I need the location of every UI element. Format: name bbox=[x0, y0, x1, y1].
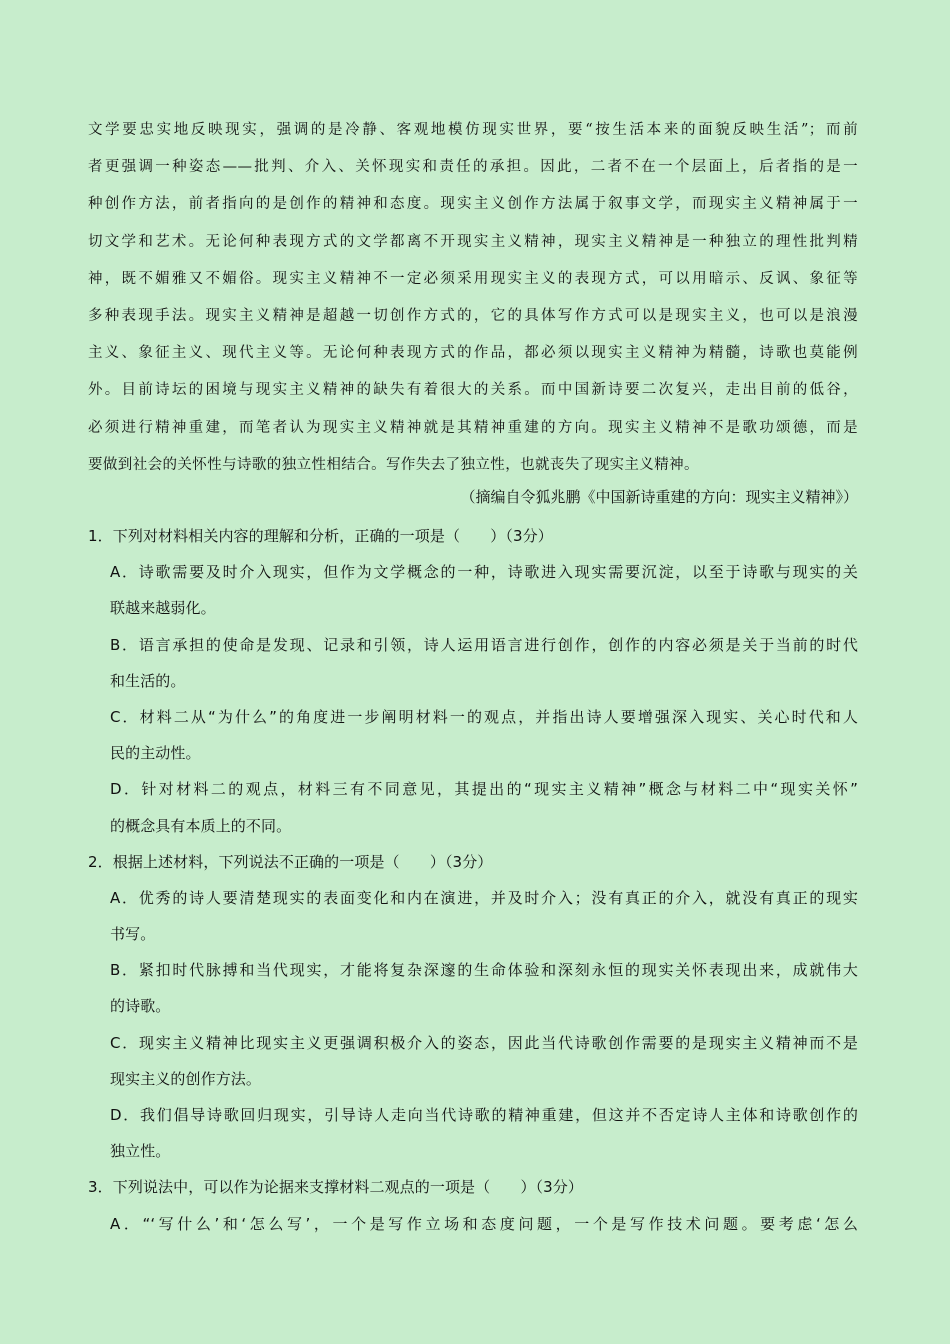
passage-line: 必须进行精神重建，而笔者认为现实主义精神就是其精神重建的方向。现实主义精神不是歌功颂德，而是 bbox=[88, 419, 858, 436]
question-option-continuation: 独立性。 bbox=[110, 1142, 171, 1161]
question-option-continuation: 和生活的。 bbox=[110, 671, 186, 690]
question-option: A．“‘写什么’和‘怎么写’，一个是写作立场和态度问题，一个是写作技术问题。要考虑‘怎么 bbox=[110, 1214, 858, 1233]
question-option: C．现实主义精神比现实主义更强调积极介入的姿态，因此当代诗歌创作需要的是现实主义精神而不是 bbox=[110, 1033, 858, 1052]
question-option: B．语言承担的使命是发现、记录和引领，诗人运用语言进行创作，创作的内容必须是关于当前的时代 bbox=[110, 635, 858, 654]
passage-line: 主义、象征主义、现代主义等。无论何种表现方式的作品，都必须以现实主义精神为精髓，诗歌也莫能例 bbox=[88, 345, 858, 362]
question-option: A．优秀的诗人要清楚现实的表面变化和内在演进，并及时介入；没有真正的介入，就没有真正的现实 bbox=[110, 888, 858, 907]
passage-line: 多种表现手法。现实主义精神是超越一切创作方式的，它的具体写作方式可以是现实主义，也可以是浪漫 bbox=[88, 307, 858, 324]
question-stem: 1．下列对材料相关内容的理解和分析，正确的一项是（ ）（3分） bbox=[88, 527, 553, 545]
question-list bbox=[88, 518, 858, 1242]
question-option-continuation: 联越来越弱化。 bbox=[110, 599, 216, 618]
question-stem: 2．根据上述材料，下列说法不正确的一项是（ ）（3分） bbox=[88, 852, 493, 871]
passage-line: 文学要忠实地反映现实，强调的是冷静、客观地模仿现实世界，要“按生活本来的面貌反映生活”；而前 bbox=[88, 122, 858, 138]
question-option: D．我们倡导诗歌回归现实，引导诗人走向当代诗歌的精神重建，但这并不否定诗人主体和诗歌创作的 bbox=[110, 1106, 858, 1124]
passage-line: 要做到社会的关怀性与诗歌的独立性相结合。写作失去了独立性，也就丧失了现实主义精神。 bbox=[88, 456, 699, 473]
passage-line: 种创作方法，前者指向的是创作的精神和态度。现实主义创作方法属于叙事文学，而现实主义精神属于一 bbox=[88, 196, 858, 213]
question-option: B．紧扣时代脉搏和当代现实，才能将复杂深邃的生命体验和深刻永恒的现实关怀表现出来，成就伟大 bbox=[110, 961, 858, 980]
passage-line: 切文学和艺术。无论何种表现方式的文学都离不开现实主义精神，现实主义精神是一种独立的理性批判精 bbox=[88, 233, 858, 250]
passage-line: 者更强调一种姿态——批判、介入、关怀现实和责任的承担。因此，二者不在一个层面上，后者指的是一 bbox=[88, 159, 858, 176]
passage-source: （摘编自令狐兆鹏《中国新诗重建的方向：现实主义精神》） bbox=[460, 488, 858, 506]
question-option-continuation: 的诗歌。 bbox=[110, 997, 171, 1016]
passage-line: 外。目前诗坛的困境与现实主义精神的缺失有着很大的关系。而中国新诗要二次复兴，走出目前的低谷， bbox=[88, 382, 858, 399]
question-option-continuation: 的概念具有本质上的不同。 bbox=[110, 816, 292, 835]
question-stem: 3．下列说法中，可以作为论据来支撑材料二观点的一项是（ ）（3分） bbox=[88, 1178, 583, 1197]
question-option-continuation: 现实主义的创作方法。 bbox=[110, 1069, 262, 1088]
question-option: D．针对材料二的观点，材料三有不同意见，其提出的“现实主义精神”概念与材料二中“现实关怀” bbox=[110, 780, 858, 799]
question-option: C．材料二从“为什么”的角度进一步阐明材料一的观点，并指出诗人要增强深入现实、关心时代和人 bbox=[110, 707, 858, 726]
passage-text bbox=[88, 112, 858, 484]
question-option-continuation: 书写。 bbox=[110, 925, 156, 944]
question-option-continuation: 民的主动性。 bbox=[110, 744, 201, 763]
passage-line: 神，既不媚雅又不媚俗。现实主义精神不一定必须采用现实主义的表现方式，可以用暗示、反讽、象征等 bbox=[88, 270, 858, 287]
question-option: A．诗歌需要及时介入现实，但作为文学概念的一种，诗歌进入现实需要沉淀，以至于诗歌与现实的关 bbox=[110, 563, 858, 582]
